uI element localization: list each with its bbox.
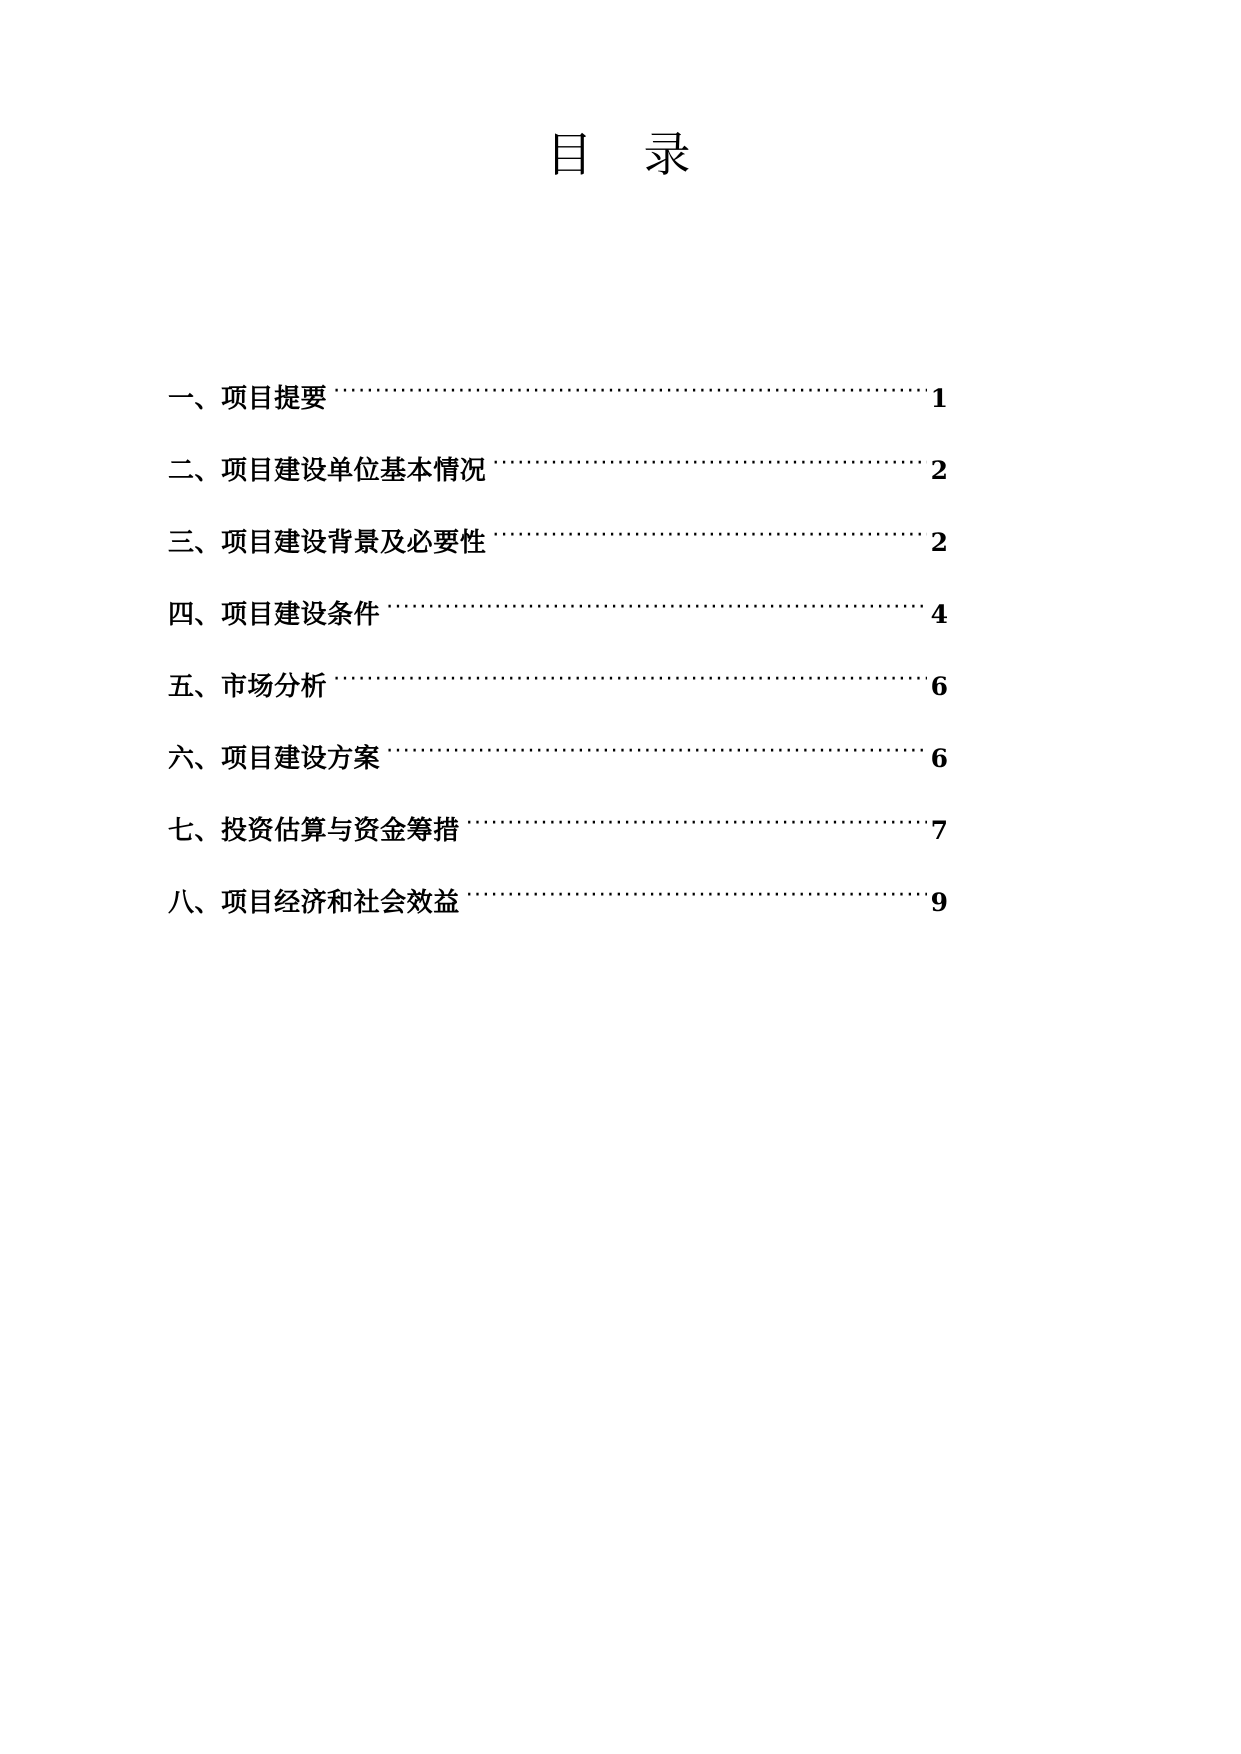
toc-leader-dots	[466, 885, 927, 911]
toc-entry[interactable]	[168, 882, 948, 954]
toc-entry-page: 4	[930, 600, 948, 629]
toc-entry-label: 一、项目提要	[168, 384, 328, 414]
toc-entry[interactable]	[168, 594, 948, 666]
toc-leader-dots	[492, 525, 926, 551]
toc-leader-dots	[466, 813, 927, 839]
toc-entry[interactable]	[168, 666, 948, 738]
toc-entry-page: 1	[930, 384, 948, 413]
toc-entry[interactable]	[168, 522, 948, 594]
toc-entry-label: 八、项目经济和社会效益	[168, 888, 460, 918]
toc-entry-label: 四、项目建设条件	[168, 600, 381, 630]
toc-leader-dots	[333, 381, 926, 407]
toc-entry-page: 6	[930, 744, 948, 773]
toc-leader-dots	[492, 453, 926, 479]
toc-entry-label: 三、项目建设背景及必要性	[168, 528, 487, 558]
toc-leader-dots	[386, 741, 926, 767]
toc-entry-page: 2	[930, 528, 948, 557]
toc-entry-label: 七、投资估算与资金筹措	[168, 816, 460, 846]
toc-entry-label: 五、市场分析	[168, 672, 328, 702]
toc-entry-page: 9	[930, 888, 948, 917]
table-of-contents	[168, 378, 948, 954]
toc-entry[interactable]	[168, 738, 948, 810]
toc-leader-dots	[333, 669, 926, 695]
toc-leader-dots	[386, 597, 926, 623]
toc-entry-label: 六、项目建设方案	[168, 744, 381, 774]
toc-entry-label: 二、项目建设单位基本情况	[168, 456, 487, 486]
toc-entry[interactable]	[168, 810, 948, 882]
toc-entry-page: 6	[930, 672, 948, 701]
page-title-char-1: 目	[545, 128, 598, 183]
toc-entry[interactable]	[168, 378, 948, 450]
toc-entry-page: 7	[930, 816, 948, 845]
toc-entry[interactable]	[168, 450, 948, 522]
page-title-char-2: 录	[643, 128, 696, 183]
page-title	[0, 118, 1241, 185]
toc-entry-page: 2	[930, 456, 948, 485]
